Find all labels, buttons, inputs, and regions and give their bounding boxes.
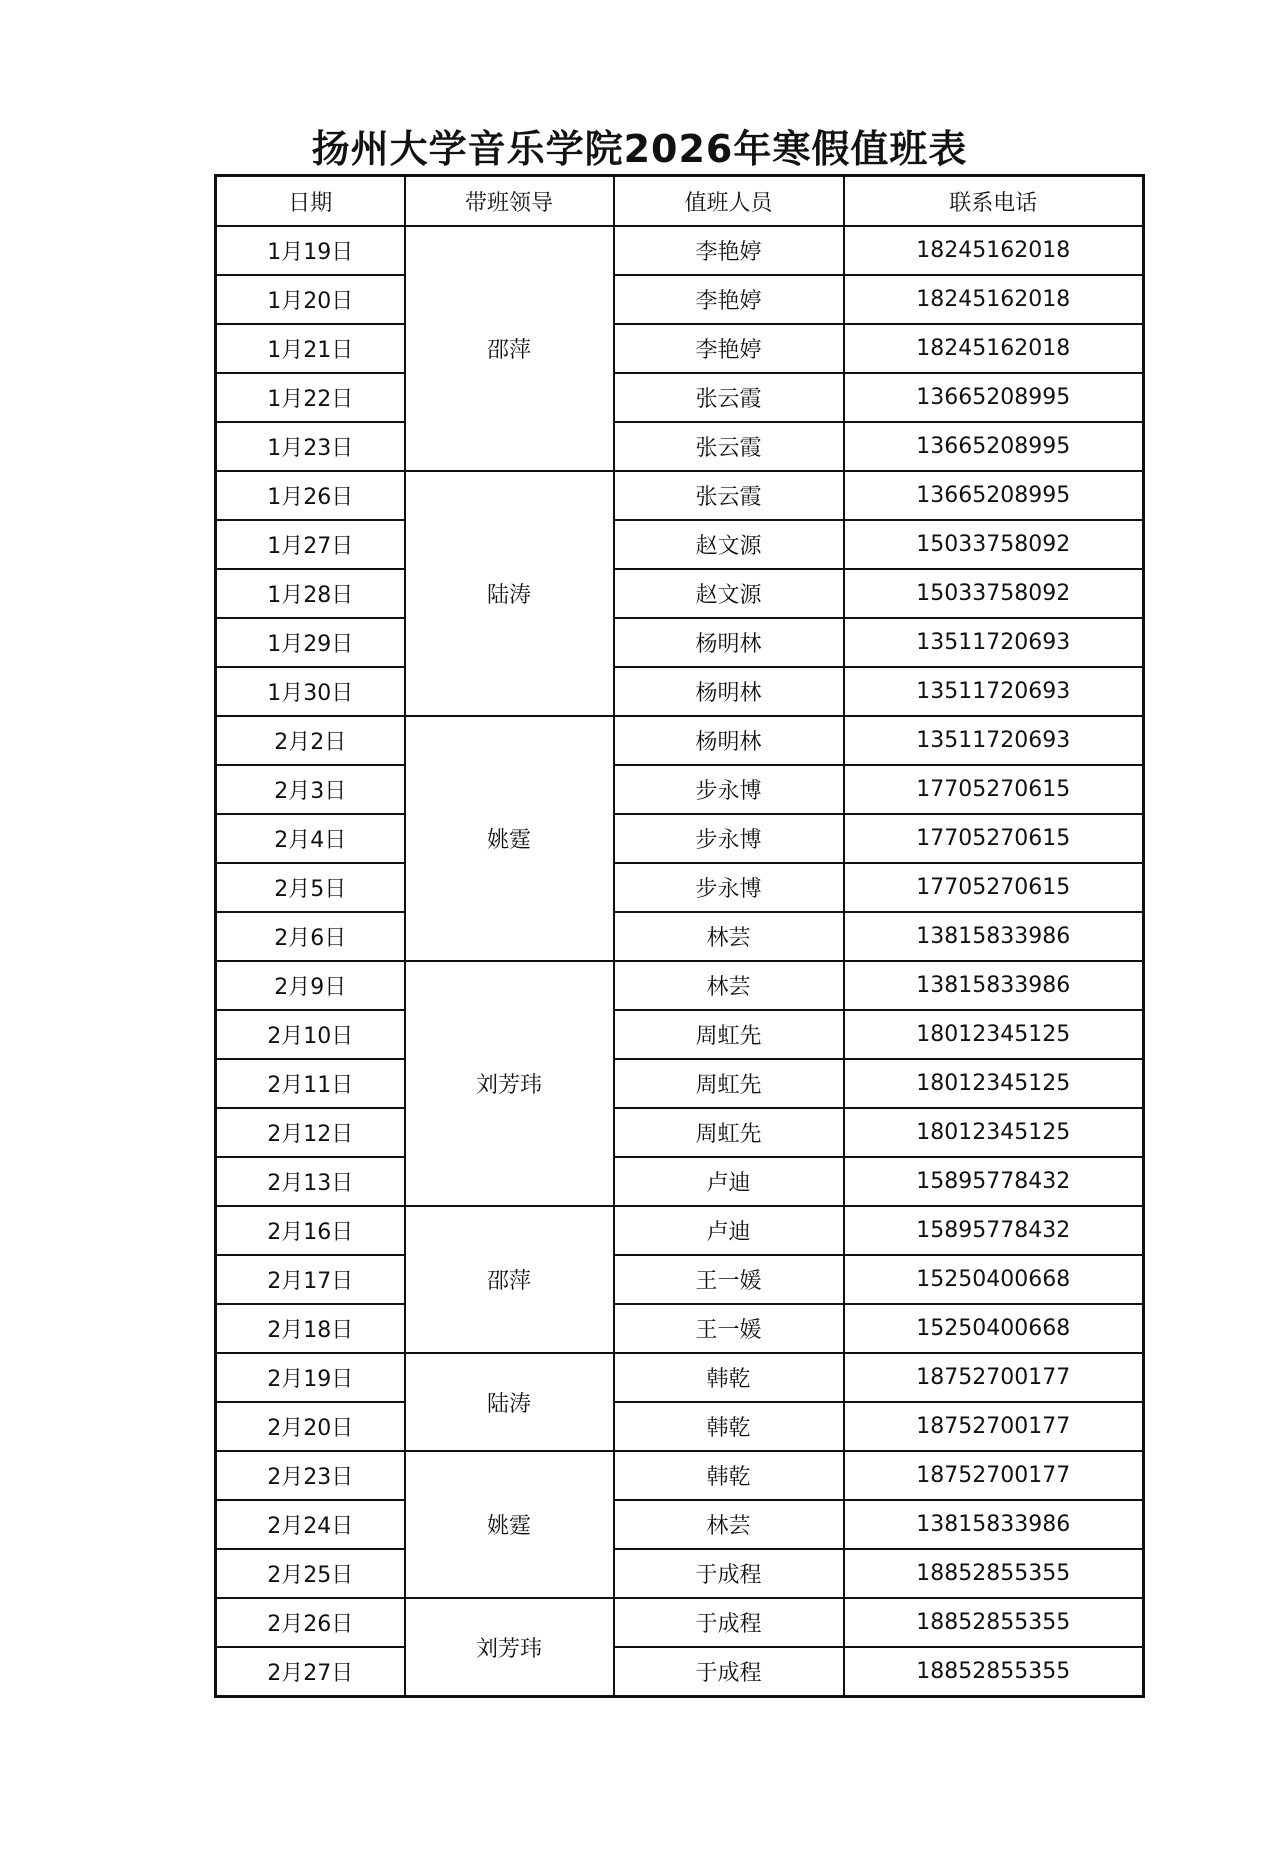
staff-cell: 林芸 [614,961,844,1010]
date-cell: 2月9日 [216,961,405,1010]
date-cell: 2月26日 [216,1598,405,1647]
column-header-date: 日期 [216,176,405,227]
leader-cell: 刘芳玮 [405,1598,614,1697]
phone-cell: 13665208995 [844,422,1144,471]
phone-cell: 13511720693 [844,667,1144,716]
table-row [216,1059,1144,1108]
date-cell: 2月3日 [216,765,405,814]
leader-cell: 姚霆 [405,716,614,961]
date-cell: 2月19日 [216,1353,405,1402]
staff-cell: 于成程 [614,1647,844,1697]
staff-cell: 杨明林 [614,667,844,716]
date-cell: 1月26日 [216,471,405,520]
table-row [216,373,1144,422]
date-cell: 2月4日 [216,814,405,863]
table-row [216,324,1144,373]
date-cell: 1月27日 [216,520,405,569]
leader-cell: 邵萍 [405,1206,614,1353]
phone-cell: 13815833986 [844,912,1144,961]
date-cell: 2月16日 [216,1206,405,1255]
staff-cell: 李艳婷 [614,226,844,275]
date-cell: 2月2日 [216,716,405,765]
phone-cell: 13815833986 [844,961,1144,1010]
phone-cell: 18752700177 [844,1451,1144,1500]
date-cell: 2月27日 [216,1647,405,1697]
staff-cell: 于成程 [614,1549,844,1598]
table-row [216,569,1144,618]
table-row [216,422,1144,471]
phone-cell: 13511720693 [844,618,1144,667]
phone-cell: 18852855355 [844,1647,1144,1697]
phone-cell: 18752700177 [844,1402,1144,1451]
phone-cell: 15250400668 [844,1255,1144,1304]
staff-cell: 周虹先 [614,1010,844,1059]
table-row [216,1647,1144,1697]
table-row [216,520,1144,569]
staff-cell: 步永博 [614,863,844,912]
staff-cell: 杨明林 [614,618,844,667]
date-cell: 2月11日 [216,1059,405,1108]
phone-cell: 18752700177 [844,1353,1144,1402]
date-cell: 1月30日 [216,667,405,716]
staff-cell: 赵文源 [614,569,844,618]
phone-cell: 13815833986 [844,1500,1144,1549]
date-cell: 2月13日 [216,1157,405,1206]
date-cell: 2月5日 [216,863,405,912]
table-row [216,1010,1144,1059]
date-cell: 1月19日 [216,226,405,275]
duty-schedule-table [214,174,1145,1698]
phone-cell: 15895778432 [844,1157,1144,1206]
leader-cell: 邵萍 [405,226,614,471]
table-row [216,863,1144,912]
column-header-staff: 值班人员 [614,176,844,227]
table-row [216,814,1144,863]
phone-cell: 15033758092 [844,569,1144,618]
phone-cell: 18852855355 [844,1549,1144,1598]
table-row [216,275,1144,324]
phone-cell: 18012345125 [844,1059,1144,1108]
table-row [216,912,1144,961]
phone-cell: 13511720693 [844,716,1144,765]
table-row [216,961,1144,1010]
phone-cell: 13665208995 [844,471,1144,520]
date-cell: 2月12日 [216,1108,405,1157]
staff-cell: 林芸 [614,1500,844,1549]
table-row [216,1304,1144,1353]
table-row [216,1255,1144,1304]
date-cell: 1月23日 [216,422,405,471]
table-row [216,618,1144,667]
staff-cell: 赵文源 [614,520,844,569]
phone-cell: 17705270615 [844,765,1144,814]
staff-cell: 王一媛 [614,1304,844,1353]
table-row [216,471,1144,520]
staff-cell: 韩乾 [614,1353,844,1402]
staff-cell: 李艳婷 [614,275,844,324]
staff-cell: 步永博 [614,814,844,863]
staff-cell: 林芸 [614,912,844,961]
table-row [216,667,1144,716]
table-row [216,1206,1144,1255]
date-cell: 1月20日 [216,275,405,324]
phone-cell: 18012345125 [844,1108,1144,1157]
phone-cell: 13665208995 [844,373,1144,422]
date-cell: 2月17日 [216,1255,405,1304]
date-cell: 2月6日 [216,912,405,961]
date-cell: 2月25日 [216,1549,405,1598]
staff-cell: 步永博 [614,765,844,814]
date-cell: 1月28日 [216,569,405,618]
phone-cell: 18245162018 [844,275,1144,324]
staff-cell: 韩乾 [614,1402,844,1451]
table-row [216,1598,1144,1647]
table-row [216,226,1144,275]
phone-cell: 18245162018 [844,324,1144,373]
phone-cell: 15250400668 [844,1304,1144,1353]
date-cell: 2月18日 [216,1304,405,1353]
leader-cell: 陆涛 [405,1353,614,1451]
staff-cell: 周虹先 [614,1059,844,1108]
date-cell: 1月29日 [216,618,405,667]
staff-cell: 韩乾 [614,1451,844,1500]
leader-cell: 刘芳玮 [405,961,614,1206]
phone-cell: 18245162018 [844,226,1144,275]
staff-cell: 张云霞 [614,373,844,422]
phone-cell: 18012345125 [844,1010,1144,1059]
leader-cell: 姚霆 [405,1451,614,1598]
staff-cell: 于成程 [614,1598,844,1647]
date-cell: 1月21日 [216,324,405,373]
staff-cell: 卢迪 [614,1157,844,1206]
table-row [216,1157,1144,1206]
date-cell: 2月23日 [216,1451,405,1500]
staff-cell: 张云霞 [614,471,844,520]
phone-cell: 15033758092 [844,520,1144,569]
phone-cell: 17705270615 [844,863,1144,912]
phone-cell: 18852855355 [844,1598,1144,1647]
table-row [216,1500,1144,1549]
table-header-row [216,176,1144,227]
table-row [216,1402,1144,1451]
table-row [216,1108,1144,1157]
table-row [216,1353,1144,1402]
table-row [216,1549,1144,1598]
leader-cell: 陆涛 [405,471,614,716]
date-cell: 2月10日 [216,1010,405,1059]
page-title: 扬州大学音乐学院2026年寒假值班表 [311,127,968,171]
table-row [216,716,1144,765]
staff-cell: 周虹先 [614,1108,844,1157]
phone-cell: 15895778432 [844,1206,1144,1255]
date-cell: 2月20日 [216,1402,405,1451]
date-cell: 2月24日 [216,1500,405,1549]
phone-cell: 17705270615 [844,814,1144,863]
staff-cell: 王一媛 [614,1255,844,1304]
staff-cell: 李艳婷 [614,324,844,373]
staff-cell: 张云霞 [614,422,844,471]
staff-cell: 卢迪 [614,1206,844,1255]
staff-cell: 杨明林 [614,716,844,765]
table-row [216,765,1144,814]
table-row [216,1451,1144,1500]
column-header-leader: 带班领导 [405,176,614,227]
date-cell: 1月22日 [216,373,405,422]
column-header-phone: 联系电话 [844,176,1144,227]
